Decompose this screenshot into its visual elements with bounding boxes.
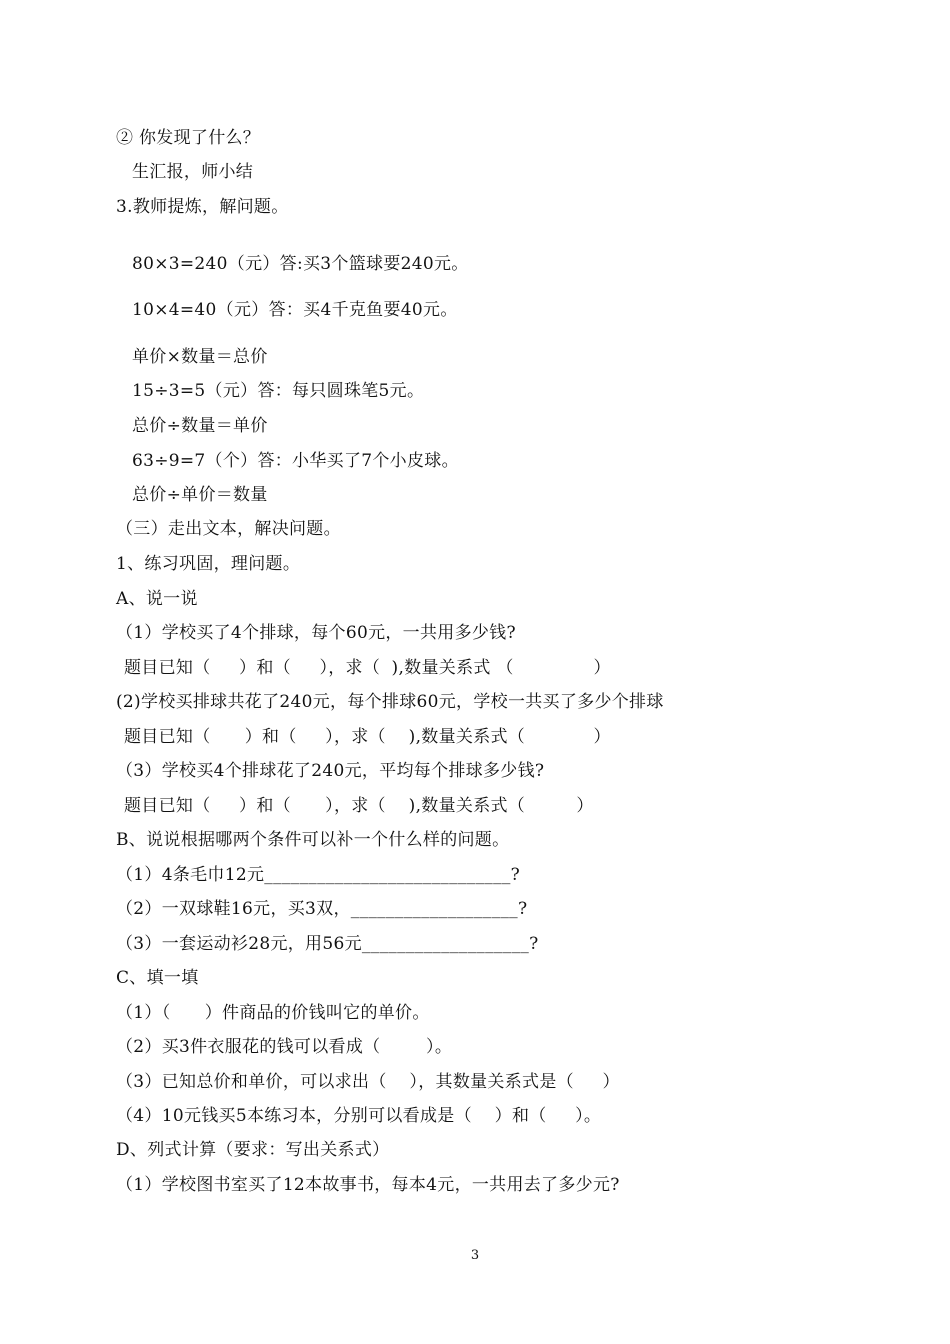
- line-formula-unit-price: 总价÷数量＝单价: [132, 416, 268, 436]
- line-ball-answer: 63÷9=7（个）答：小华买了7个小皮球。: [132, 451, 459, 471]
- line-b-item-2: （2）一双球鞋16元，买3双，___________________?: [116, 899, 528, 919]
- line-section-three: （三）走出文本，解决问题。: [116, 519, 341, 539]
- line-student-report: 生汇报，师小结: [132, 162, 254, 182]
- line-part-a: A、说一说: [116, 589, 198, 609]
- line-basketball-answer: 80×3=240（元）答:买3个篮球要240元。: [132, 254, 469, 274]
- line-a-question-2: (2)学校买排球共花了240元，每个排球60元，学校一共买了多少个排球: [116, 692, 664, 712]
- line-part-b: B、说说根据哪两个条件可以补一个什么样的问题。: [116, 830, 510, 850]
- line-pen-answer: 15÷3=5（元）答：每只圆珠笔5元。: [132, 381, 425, 401]
- line-a-blanks-3: 题目已知（ ）和（ ），求（ ),数量关系式（ ）: [124, 796, 594, 816]
- line-part-d: D、列式计算（要求：写出关系式）: [116, 1140, 390, 1160]
- line-b-item-1: （1）4条毛巾12元____________________________?: [116, 865, 521, 885]
- line-teacher-refine: 3.教师提炼，解问题。: [116, 197, 289, 217]
- line-c-item-2: （2）买3件衣服花的钱可以看成（ ）。: [116, 1037, 453, 1057]
- line-formula-quantity: 总价÷单价＝数量: [132, 485, 268, 505]
- line-a-blanks-1: 题目已知（ ）和（ ），求（ ),数量关系式 （ ）: [124, 658, 611, 678]
- line-discover-question: ② 你发现了什么？: [116, 128, 261, 148]
- line-c-item-4: （4）10元钱买5本练习本，分别可以看成是（ ）和（ ）。: [116, 1106, 602, 1126]
- line-practice-heading: 1、练习巩固，理问题。: [116, 554, 301, 574]
- line-c-item-3: （3）已知总价和单价，可以求出（ ），其数量关系式是（ ）: [116, 1072, 620, 1092]
- line-fish-answer: 10×4=40（元）答：买4千克鱼要40元。: [132, 300, 458, 320]
- line-a-blanks-2: 题目已知（ ）和（ ），求（ ),数量关系式（ ）: [124, 727, 611, 747]
- line-c-item-1: （1）（ ）件商品的价钱叫它的单价。: [116, 1003, 430, 1023]
- line-d-item-1: （1）学校图书室买了12本故事书，每本4元，一共用去了多少元?: [116, 1175, 620, 1195]
- page-number: 3: [470, 1248, 480, 1263]
- line-a-question-3: （3）学校买4个排球花了240元，平均每个排球多少钱?: [116, 761, 545, 781]
- line-b-item-3: （3）一套运动衫28元，用56元___________________?: [116, 934, 539, 954]
- line-a-question-1: （1）学校买了4个排球，每个60元，一共用多少钱?: [116, 623, 516, 643]
- line-formula-total: 单价×数量＝总价: [132, 347, 268, 367]
- line-part-c: C、填一填: [116, 968, 199, 988]
